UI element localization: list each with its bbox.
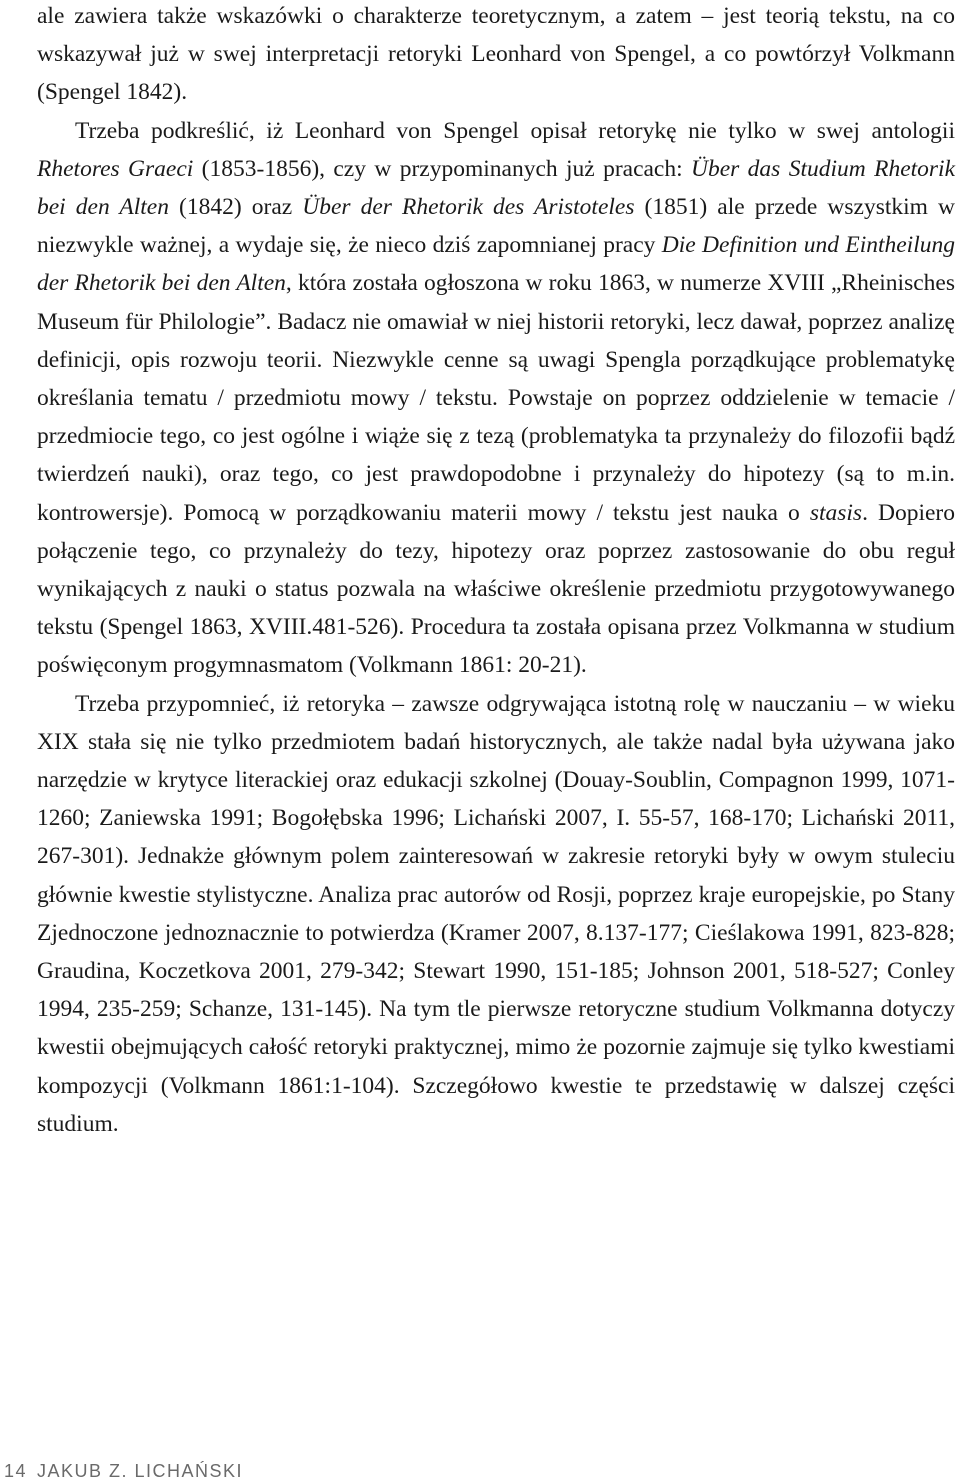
body-text: (1851) ale przede wszystkim w niezwykle ważnej, a wydaje się, że nieco dziś zapomnianej pracy xyxy=(37,194,955,259)
paragraph-2 xyxy=(37,112,955,685)
paragraph-3 xyxy=(37,685,955,1143)
italic-title-text: Die Definition und Eintheilung der Rhetorik bei den Alten xyxy=(37,232,955,297)
body-text: (1853-1856), czy w przypominanych już pracach: xyxy=(193,155,692,182)
page-number: 14 xyxy=(4,1461,28,1481)
italic-title-text: stasis xyxy=(809,499,863,526)
body-text: Trzeba przypomnieć, iż retoryka – zawsze odgrywająca istotną rolę w nauczaniu – w wieku XIX stała się nie tylko przedmiotem badań historycznych, ale także nadal była używana jako narzędzie w krytyce literackiej oraz edukacji szkolnej (Douay-Soublin, Compagnon 1999, 1071-1260; Zaniewska 1991; Bogołębska 1996; Lichański 2007, I. 55-57, 168-170; Lichański 2011, 267-301). Jednakże głównym polem zainteresowań w zakresie retoryki były w owym stuleciu głównie kwestie stylistyczne. Analiza prac autorów od Rosji, poprzez kraje europejskie, po Stany Zjednoczone jednoznacznie to potwierdza (Kramer 2007, 8.137-177; Cieślakowa 1991, 823-828; Graudina, Koczetkova 2001, 279-342; Stewart 1990, 151-185; Johnson 2001, 518-527; Conley 1994, 235-259; Schanze, 131-145). Na tym tle pierwsze retoryczne studium Volkmanna dotyczy kwestii obejmujących całość retoryki praktycznej, mimo że pozornie zajmuje się tylko kwestiami kompozycji (Volkmann 1861:1-104). Szczegółowo kwestie te przedstawię w dalszej części studium. xyxy=(37,690,955,1137)
body-text: , która została ogłoszona w roku 1863, w numerze XVIII „Rheinisches Museum für Philologie”. Badacz nie omawiał w niej historii retoryki, lecz dawał, poprzez analizę definicji, opis rozwoju teorii. Niezwykle cenne są uwagi Spengla porządkujące problematykę określania tematu / przedmiotu mowy / tekstu. Powstaje on poprzez oddzielenie w temacie / przedmiocie tego, co jest ogólne i wiąże się z tezą (problematyka ta przynależy do filozofii bądź twierdzeń nauki), oraz tego, co jest prawdopodobne i przynależy do hipotezy (są to m.in. kontrowersje). Pomocą w porządkowaniu materii mowy / tekstu jest nauka o xyxy=(37,270,955,526)
body-text: ale zawiera także wskazówki o charakterze teoretycznym, a zatem – jest teorią tekstu, na co wskazywał już w swej interpretacji retoryki Leonhard von Spengel, a co powtórzył Volkmann (Spengel 1842). xyxy=(37,3,955,106)
body-text: (1842) oraz xyxy=(168,194,303,221)
body-text: . Dopiero połączenie tego, co przynależy do tezy, hipotezy oraz poprzez zastosowanie do obu reguł wynikających z nauki o status pozwala na właściwe określenie przedmiotu przygotowywanego tekstu (Spengel 1863, XVIII.481-526). Procedura ta została opisana przez Volkmanna w studium poświęconym progymnasmatom (Volkmann 1861: 20-21). xyxy=(37,499,955,679)
page-footer xyxy=(0,1458,960,1483)
italic-title-text: Rhetores Graeci xyxy=(37,155,194,182)
italic-title-text: Über der Rhetorik des Aristoteles xyxy=(302,194,635,221)
body-text: Trzeba podkreślić, iż Leonhard von Spengel opisał retorykę nie tylko w swej antologii xyxy=(75,117,955,144)
running-head-author: JAKUB Z. LICHAŃSKI xyxy=(37,1461,244,1481)
paragraph-1 xyxy=(37,0,955,112)
italic-title-text: Über das Studium Rhetorik bei den Alten xyxy=(37,155,956,221)
page-body xyxy=(37,0,955,1143)
